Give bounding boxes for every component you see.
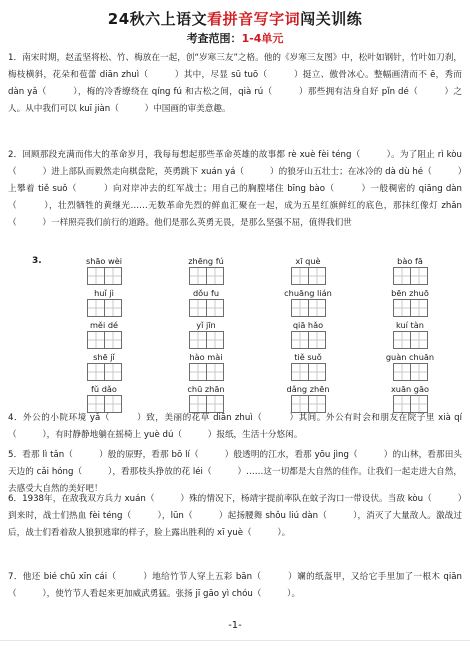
pinyin-word xyxy=(368,256,452,285)
pinyin-label: hào mài xyxy=(189,352,223,362)
pinyin-word xyxy=(62,384,146,413)
pinyin-word xyxy=(368,384,452,413)
footer-divider xyxy=(0,640,470,641)
tianzige-box[interactable] xyxy=(308,331,326,349)
page-number: -1- xyxy=(228,620,242,631)
tianzige-box[interactable] xyxy=(393,267,411,285)
pinyin-word xyxy=(62,320,146,349)
page-title xyxy=(0,8,470,29)
title-prefix: 24秋六上语文 xyxy=(107,10,208,28)
tianzige-box[interactable] xyxy=(291,267,309,285)
tianzige-box[interactable] xyxy=(291,363,309,381)
pinyin-label: shāo wèi xyxy=(85,256,123,266)
pinyin-label: dǒu fu xyxy=(192,288,220,298)
tianzige-boxes xyxy=(189,299,223,317)
tianzige-box[interactable] xyxy=(206,363,224,381)
question-1: 1．南宋时期，赵孟坚将松、竹、梅放在一起，创“岁寒三友”之格。他的《岁寒三友图》中，松叶如钢针，竹叶如刀刹，梅枝横斜，花朵和苞蕾 diān zhuì（ ）其中，尽显 sū tuō（ ）挺立、傲骨冰心。整幅画清而不 ē，秀而 dàn yǎ（ ），梅的冷香缭绕在 qíng fú 和古松之间，qià rú（ ）那些拥有洁身自好 pǐn dé（ ）之人。从中我们可以 kuī jiàn（ ）中国画的审美意趣。 xyxy=(8,53,462,114)
tianzige-box[interactable] xyxy=(308,267,326,285)
pinyin-label: zhēng fú xyxy=(188,256,224,266)
tianzige-box[interactable] xyxy=(87,267,105,285)
pinyin-label: tiě suǒ xyxy=(294,352,322,362)
tianzige-boxes xyxy=(189,331,223,349)
pinyin-label: qiā hǎo xyxy=(292,320,324,330)
tianzige-box[interactable] xyxy=(87,363,105,381)
tianzige-box[interactable] xyxy=(206,331,224,349)
pinyin-label: yǐ jīn xyxy=(196,320,216,330)
pinyin-word xyxy=(62,352,146,381)
pinyin-word xyxy=(62,288,146,317)
tianzige-boxes xyxy=(87,299,121,317)
tianzige-box[interactable] xyxy=(206,299,224,317)
pinyin-word xyxy=(266,256,350,285)
tianzige-boxes xyxy=(393,331,427,349)
pinyin-word xyxy=(164,320,248,349)
tianzige-boxes xyxy=(291,299,325,317)
tianzige-box[interactable] xyxy=(291,331,309,349)
question-6: 6．1938年，在敌我双方兵力 xuán（ ）殊的情况下，杨靖宇提前率队在蚊子沟口一带设伏。当敌 kòu（ ）到来时，战士们热血 fèi téng（ ），lūn（ ）起扬腰舞 shǒu liú dàn（ ），消灭了大量敌人。激战过后，战士们看着敌人狼狈逃窜的样子，脸上露出胜利的 xī yuè（ ）。 xyxy=(8,494,462,538)
tianzige-box[interactable] xyxy=(393,331,411,349)
title-highlight: 看拼音写字词 xyxy=(207,10,301,28)
pinyin-word xyxy=(266,288,350,317)
question-3-label: 3. xyxy=(32,256,42,266)
pinyin-word xyxy=(368,320,452,349)
tianzige-boxes xyxy=(291,363,325,381)
pinyin-word xyxy=(368,288,452,317)
title-suffix: 闯关训练 xyxy=(300,10,363,28)
tianzige-boxes xyxy=(87,363,121,381)
tianzige-boxes xyxy=(189,267,223,285)
pinyin-word xyxy=(266,352,350,381)
tianzige-box[interactable] xyxy=(308,299,326,317)
tianzige-box[interactable] xyxy=(104,299,122,317)
question-5: 5．看那 lì tǎn（ ）般的原野，看那 bō lí（ ）般透明的江水，看那 yōu jìng（ ）的山林，看那田头天边的 cǎi hóng（ ），看那枝头挣放的花 léi（ ）……这一切都是大自然的佳作。让我们一起走进大自然，去感受大自然的美好吧！ xyxy=(8,450,462,494)
tianzige-boxes xyxy=(393,363,427,381)
pinyin-label: xuān gāo xyxy=(390,384,430,394)
tianzige-box[interactable] xyxy=(308,363,326,381)
pinyin-word xyxy=(62,256,146,285)
pinyin-label: bēn zhuō xyxy=(391,288,429,298)
tianzige-box[interactable] xyxy=(410,299,428,317)
tianzige-boxes xyxy=(393,299,427,317)
pinyin-label: fǔ dǎo xyxy=(91,384,117,394)
tianzige-boxes xyxy=(189,363,223,381)
pinyin-word-grid xyxy=(62,256,452,413)
tianzige-box[interactable] xyxy=(104,363,122,381)
pinyin-word xyxy=(164,256,248,285)
pinyin-label: chū zhān xyxy=(187,384,225,394)
tianzige-box[interactable] xyxy=(104,267,122,285)
question-2: 2．回顾那段充满而伟大的革命岁月，我每每想起那些革命英雄的故事都 rè xuè fèi téng（ ）。为了阻止 rì kòu（ ）进上部队而毅然走向棋盘陀，英勇跳下 xuán yá（ ）的狼牙山五壮士；在冰冷的 dà dù hé（ ）上攀着 tiě suǒ（ ）向对岸冲去的红军战士；用自己的胸膛堵住 bīng bào（ ）一般稠密的 qiāng dàn（ ），壮烈牺牲的黄继光……无数革命先烈的鲜血汇聚在一起，成为五星红旗鲜红的底色，那抹红像灯 zhǎn（ ）一样照亮我们前行的道路。他们是那么英勇无畏，是那么坚强不屈，值得我们世 xyxy=(8,150,462,228)
tianzige-boxes xyxy=(291,267,325,285)
tianzige-box[interactable] xyxy=(189,363,207,381)
pinyin-label: guàn chuān xyxy=(385,352,435,362)
pinyin-word xyxy=(266,320,350,349)
pinyin-word xyxy=(164,384,248,413)
tianzige-box[interactable] xyxy=(410,331,428,349)
pinyin-label: měi dé xyxy=(89,320,119,330)
tianzige-boxes xyxy=(87,331,121,349)
tianzige-box[interactable] xyxy=(87,331,105,349)
tianzige-box[interactable] xyxy=(393,363,411,381)
pinyin-label: kuí tàn xyxy=(396,320,424,330)
tianzige-box[interactable] xyxy=(291,299,309,317)
tianzige-box[interactable] xyxy=(410,267,428,285)
tianzige-boxes xyxy=(291,331,325,349)
tianzige-box[interactable] xyxy=(189,331,207,349)
pinyin-label: xī què xyxy=(295,256,321,266)
pinyin-label: bào fā xyxy=(397,256,423,266)
subtitle-label: 考查范围： xyxy=(186,32,242,45)
question-7: 7．他还 bié chū xīn cái（ ）地给竹节人穿上五彩 bān（ ）斓的纸盔甲，又给它手里加了一根木 qiān（ ），使竹节人看起来更加威武勇猛。张扬 jī gāo yì chóu（ ）。 xyxy=(8,572,462,599)
pinyin-label: dǎng zhēn xyxy=(286,384,330,394)
tianzige-box[interactable] xyxy=(189,299,207,317)
pinyin-word xyxy=(164,352,248,381)
pinyin-label: huǐ jì xyxy=(94,288,114,298)
tianzige-box[interactable] xyxy=(393,299,411,317)
page-subtitle xyxy=(0,30,470,46)
pinyin-word xyxy=(266,384,350,413)
tianzige-box[interactable] xyxy=(410,363,428,381)
question-4: 4．外公的小院环境 yǎ（ ）致，美丽的花草 diān zhuì（ ）其间。外公有时会和朋友在院子里 xià qí（ ），有时静静地躺在摇椅上 yuè dú（ ）报纸，生活十分悠闲。 xyxy=(8,413,462,440)
pinyin-label: shē jǐ xyxy=(93,352,115,362)
tianzige-boxes xyxy=(393,267,427,285)
pinyin-label: chuāng lián xyxy=(284,288,332,298)
tianzige-box[interactable] xyxy=(206,267,224,285)
tianzige-box[interactable] xyxy=(104,331,122,349)
tianzige-boxes xyxy=(87,267,121,285)
tianzige-box[interactable] xyxy=(189,267,207,285)
tianzige-box[interactable] xyxy=(87,299,105,317)
pinyin-word xyxy=(368,352,452,381)
subtitle-range: 1-4单元 xyxy=(241,32,284,45)
pinyin-word xyxy=(164,288,248,317)
